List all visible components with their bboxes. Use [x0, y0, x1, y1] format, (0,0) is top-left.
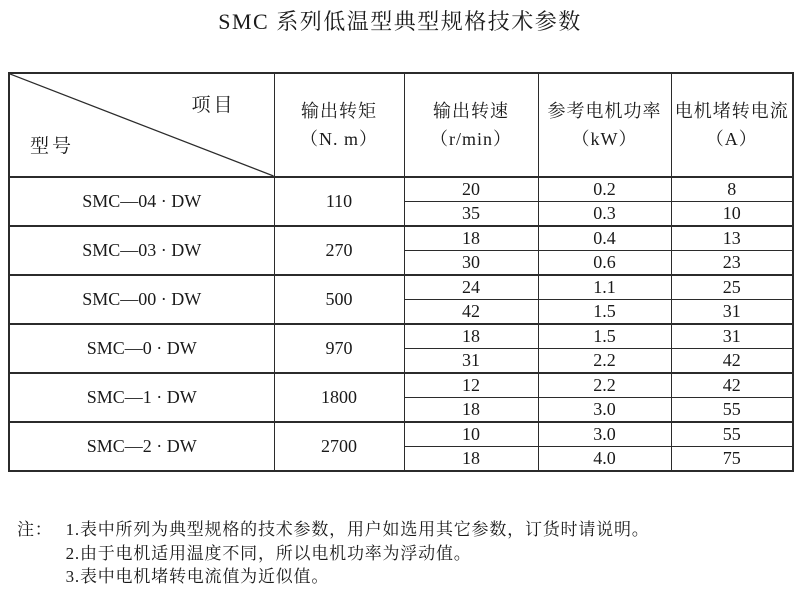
current-cell: 23 [671, 251, 793, 276]
current-cell: 42 [671, 373, 793, 398]
power-cell: 4.0 [538, 447, 671, 472]
power-cell: 0.6 [538, 251, 671, 276]
page-title: SMC 系列低温型典型规格技术参数 [218, 9, 582, 34]
power-cell: 3.0 [538, 422, 671, 447]
speed-cell: 30 [404, 251, 538, 276]
speed-cell: 18 [404, 324, 538, 349]
col-header-unit: （A） [705, 129, 758, 149]
table-row [9, 324, 793, 349]
col-header-unit: （kW） [571, 129, 638, 149]
speed-cell: 20 [404, 177, 538, 202]
model-cell: SMC—0 · DW [9, 324, 274, 373]
power-cell: 3.0 [538, 398, 671, 423]
current-cell: 55 [671, 398, 793, 423]
notes-section [17, 518, 650, 589]
speed-cell: 18 [404, 226, 538, 251]
current-cell: 75 [671, 447, 793, 472]
corner-label-model: 型号 [30, 136, 75, 157]
model-cell: SMC—03 · DW [9, 226, 274, 275]
table-row [9, 275, 793, 300]
torque-cell: 970 [274, 324, 404, 373]
model-cell: SMC—2 · DW [9, 422, 274, 471]
col-header-unit: （N. m） [300, 129, 378, 149]
corner-label-item: 项目 [191, 95, 236, 116]
power-cell: 2.2 [538, 349, 671, 374]
col-header-output-speed [404, 73, 538, 177]
torque-cell: 2700 [274, 422, 404, 471]
current-cell: 8 [671, 177, 793, 202]
power-cell: 1.5 [538, 300, 671, 325]
note-item-1: 1.表中所列为典型规格的技术参数，用户如选用其它参数，订货时请说明。 [65, 520, 650, 539]
table-row [9, 422, 793, 447]
speed-cell: 18 [404, 447, 538, 472]
current-cell: 10 [671, 202, 793, 227]
table-row [9, 373, 793, 398]
col-header-label: 参考电机功率 [547, 101, 662, 121]
power-cell: 0.4 [538, 226, 671, 251]
torque-cell: 500 [274, 275, 404, 324]
col-header-label: 输出转矩 [301, 101, 377, 121]
col-header-motor-power [538, 73, 671, 177]
corner-cell [9, 73, 274, 177]
speed-cell: 42 [404, 300, 538, 325]
torque-cell: 270 [274, 226, 404, 275]
table-row [9, 177, 793, 202]
table-row [9, 226, 793, 251]
speed-cell: 18 [404, 398, 538, 423]
torque-cell: 1800 [274, 373, 404, 422]
col-header-label: 电机堵转电流 [674, 101, 789, 121]
col-header-label: 输出转速 [433, 101, 509, 121]
current-cell: 13 [671, 226, 793, 251]
col-header-stall-current [671, 73, 793, 177]
notes-list [66, 518, 650, 589]
power-cell: 2.2 [538, 373, 671, 398]
speed-cell: 24 [404, 275, 538, 300]
power-cell: 0.2 [538, 177, 671, 202]
spec-table [8, 72, 794, 472]
current-cell: 42 [671, 349, 793, 374]
model-cell: SMC—1 · DW [9, 373, 274, 422]
power-cell: 1.5 [538, 324, 671, 349]
current-cell: 25 [671, 275, 793, 300]
notes-label: 注： [17, 520, 53, 539]
col-header-unit: （r/min） [430, 129, 512, 149]
col-header-output-torque [274, 73, 404, 177]
diagonal-divider-line [10, 74, 274, 176]
speed-cell: 35 [404, 202, 538, 227]
current-cell: 31 [671, 324, 793, 349]
note-item-3: 3.表中电机堵转电流值为近似值。 [65, 567, 330, 586]
current-cell: 31 [671, 300, 793, 325]
speed-cell: 12 [404, 373, 538, 398]
power-cell: 1.1 [538, 275, 671, 300]
note-item-2: 2.由于电机适用温度不同，所以电机功率为浮动值。 [65, 543, 472, 563]
model-cell: SMC—04 · DW [9, 177, 274, 226]
power-cell: 0.3 [538, 202, 671, 227]
speed-cell: 31 [404, 349, 538, 374]
header-row [9, 73, 793, 177]
current-cell: 55 [671, 422, 793, 447]
torque-cell: 110 [274, 177, 404, 226]
speed-cell: 10 [404, 422, 538, 447]
model-cell: SMC—00 · DW [9, 275, 274, 324]
